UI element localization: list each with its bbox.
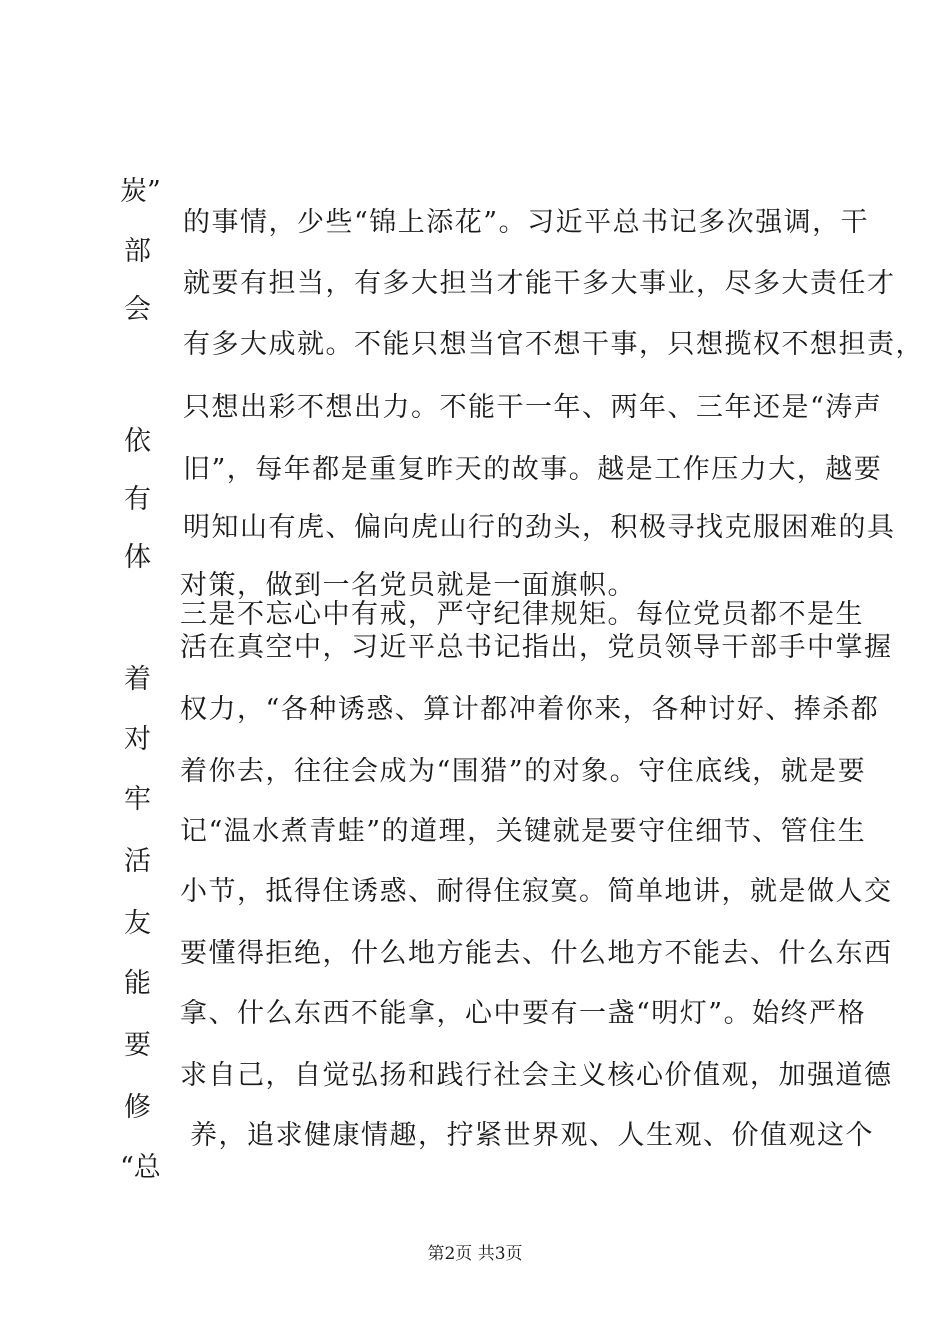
body-line: 养，追求健康情趣，拧紧世界观、人生观、价值观这个 (190, 1120, 874, 1151)
margin-fragment: 炭” (120, 176, 161, 207)
margin-fragment: 友 (124, 908, 151, 939)
body-line: 三是不忘心中有戒，严守纪律规矩。每位党员都不是生 (180, 599, 864, 630)
body-line: 有多大成就。不能只想当官不想干事，只想揽权不想担责， (183, 329, 924, 360)
body-line: 小节，抵得住诱惑、耐得住寂寞。简单地讲，就是做人交 (180, 876, 893, 907)
margin-fragment: 活 (124, 846, 151, 877)
body-line: 着你去，往往会成为“围猎”的对象。守住底线，就是要 (180, 756, 867, 787)
margin-fragment: 对 (124, 724, 151, 755)
margin-fragment: 会 (124, 294, 151, 325)
body-line: 拿、什么东西不能拿，心中要有一盏“明灯”。始终严格 (180, 998, 867, 1029)
body-line: 活在真空中，习近平总书记指出，党员领导干部手中掌握 (180, 632, 893, 663)
margin-fragment: 部 (124, 236, 151, 267)
margin-fragment: 修 (124, 1092, 151, 1123)
margin-fragment: “总 (120, 1152, 161, 1183)
body-line: 旧”，每年都是重复昨天的故事。越是工作压力大，越要 (183, 454, 883, 485)
margin-fragment: 有 (124, 484, 151, 515)
margin-fragment: 体 (124, 542, 151, 573)
body-line: 求自己，自觉弘扬和践行社会主义核心价值观，加强道德 (180, 1060, 893, 1091)
body-line: 明知山有虎、偏向虎山行的劲头，积极寻找克服困难的具 (183, 512, 896, 543)
body-line: 记“温水煮青蛙”的道理，关键就是要守住细节、管住生 (180, 816, 867, 847)
margin-fragment: 着 (124, 664, 151, 695)
margin-fragment: 能 (124, 968, 151, 999)
page-number-footer: 第2页 共3页 (427, 1244, 523, 1264)
body-line: 只想出彩不想出力。不能干一年、两年、三年还是“涛声 (183, 392, 883, 423)
body-line: 就要有担当，有多大担当才能干多大事业，尽多大责任才 (183, 268, 896, 299)
body-line: 的事情，少些“锦上添花”。习近平总书记多次强调，干 (183, 207, 870, 238)
body-line: 权力，“各种诱惑、算计都冲着你来，各种讨好、捧杀都 (180, 694, 880, 725)
margin-fragment: 要 (124, 1030, 151, 1061)
margin-fragment: 依 (124, 426, 151, 457)
body-line: 对策，做到一名党员就是一面旗帜。 (180, 570, 636, 601)
body-line: 要懂得拒绝，什么地方能去、什么地方不能去、什么东西 (180, 938, 893, 969)
margin-fragment: 牢 (124, 784, 151, 815)
